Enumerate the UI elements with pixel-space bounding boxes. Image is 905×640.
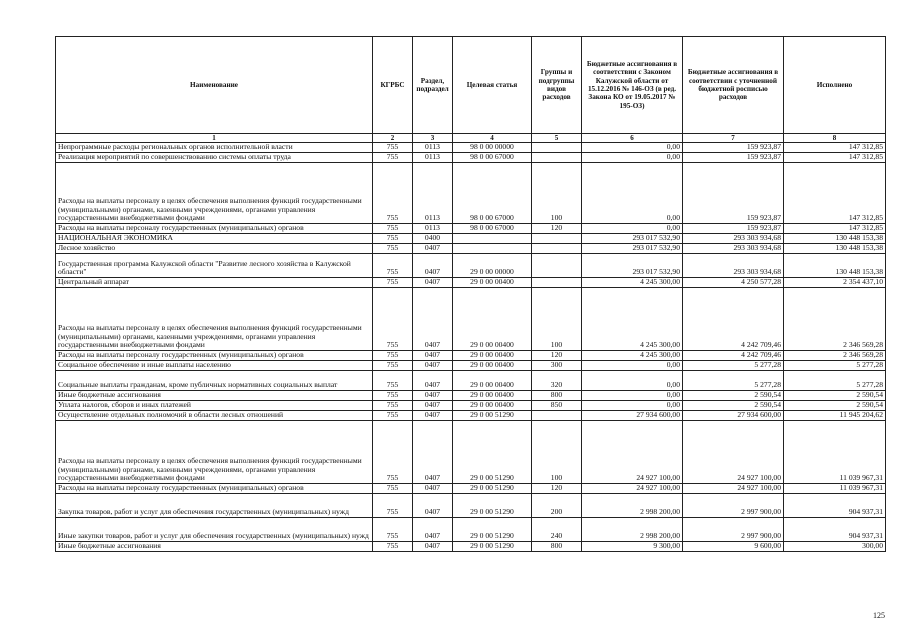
cell-law: 0,00 [582,391,683,401]
cell-kgrbs: 755 [373,542,413,552]
cell-kgrbs: 755 [373,254,413,278]
table-row [56,351,886,361]
cell-target: 98 0 00 67000 [453,163,532,224]
cell-kgrbs: 755 [373,163,413,224]
cell-section: 0400 [413,234,453,244]
cell-kgrbs: 755 [373,234,413,244]
cell-plan: 293 303 934,68 [683,244,784,254]
table-row [56,391,886,401]
cell-plan: 4 242 709,46 [683,288,784,351]
cell-target: 29 0 00 00400 [453,391,532,401]
cell-name: Осуществление отдельных полномочий в области лесных отношений [56,411,373,421]
table-row [56,224,886,234]
cell-section: 0407 [413,288,453,351]
cell-plan: 2 590,54 [683,391,784,401]
cell-group: 200 [532,494,582,518]
cell-name: Лесное хозяйство [56,244,373,254]
table-row [56,278,886,288]
cell-kgrbs: 755 [373,494,413,518]
cell-section: 0407 [413,244,453,254]
cell-target: 29 0 00 00400 [453,288,532,351]
cell-law: 0,00 [582,361,683,371]
column-number: 6 [582,134,683,143]
column-header: Группы и подгруппы видов расходов [532,37,582,134]
cell-name: Социальное обеспечение и иные выплаты населению [56,361,373,371]
cell-kgrbs: 755 [373,391,413,401]
cell-section: 0407 [413,411,453,421]
column-header: Наименование [56,37,373,134]
cell-law: 4 245 300,00 [582,351,683,361]
cell-law: 0,00 [582,163,683,224]
table-row [56,254,886,278]
cell-target: 98 0 00 00000 [453,143,532,153]
cell-name: Расходы на выплаты персоналу в целях обеспечения выполнения функций государственными (муниципальными) органами, казенными учреждениями, органами управления государственными внебюджетными фондами [56,163,373,224]
cell-plan: 4 250 577,28 [683,278,784,288]
cell-done: 2 346 569,28 [784,288,886,351]
cell-kgrbs: 755 [373,361,413,371]
cell-target: 29 0 00 00400 [453,401,532,411]
cell-done: 5 277,28 [784,361,886,371]
cell-plan: 159 923,87 [683,153,784,163]
table-row [56,143,886,153]
cell-target: 98 0 00 67000 [453,224,532,234]
cell-group: 800 [532,391,582,401]
cell-done: 147 312,85 [784,224,886,234]
cell-section: 0407 [413,361,453,371]
cell-done: 2 590,54 [784,391,886,401]
table-row [56,163,886,224]
column-header: Раздел, подраздел [413,37,453,134]
cell-name: Центральный аппарат [56,278,373,288]
cell-group [532,278,582,288]
cell-done: 147 312,85 [784,153,886,163]
table-row [56,518,886,542]
cell-group: 240 [532,518,582,542]
cell-law: 0,00 [582,153,683,163]
column-number: 8 [784,134,886,143]
cell-target: 29 0 00 00400 [453,371,532,391]
cell-name: Непрограммные расходы региональных органов исполнительной власти [56,143,373,153]
cell-section: 0113 [413,153,453,163]
cell-law: 0,00 [582,224,683,234]
budget-report-sheet [55,36,885,552]
cell-plan: 2 590,54 [683,401,784,411]
cell-plan: 159 923,87 [683,143,784,153]
cell-target [453,244,532,254]
cell-kgrbs: 755 [373,484,413,494]
cell-name: Расходы на выплаты персоналу в целях обеспечения выполнения функций государственными (муниципальными) органами, казенными учреждениями, органами управления государственными внебюджетными фондами [56,421,373,484]
cell-kgrbs: 755 [373,411,413,421]
cell-kgrbs: 755 [373,278,413,288]
cell-group: 850 [532,401,582,411]
cell-done: 11 945 204,62 [784,411,886,421]
table-row [56,234,886,244]
cell-done: 2 346 569,28 [784,351,886,361]
cell-kgrbs: 755 [373,371,413,391]
cell-section: 0407 [413,351,453,361]
cell-target: 29 0 00 00400 [453,351,532,361]
cell-name: Уплата налогов, сборов и иных платежей [56,401,373,411]
cell-law: 4 245 300,00 [582,278,683,288]
cell-section: 0407 [413,254,453,278]
table-row [56,421,886,484]
column-header: Целевая статья [453,37,532,134]
cell-kgrbs: 755 [373,518,413,542]
column-header: КГРБС [373,37,413,134]
column-number: 4 [453,134,532,143]
cell-done: 130 448 153,38 [784,254,886,278]
cell-law: 293 017 532,90 [582,254,683,278]
cell-group [532,254,582,278]
cell-kgrbs: 755 [373,143,413,153]
cell-done: 2 354 437,10 [784,278,886,288]
column-header: Исполнено [784,37,886,134]
column-number-row [56,134,886,143]
cell-name: Закупка товаров, работ и услуг для обеспечения государственных (муниципальных) нужд [56,494,373,518]
cell-group: 320 [532,371,582,391]
budget-table [55,36,886,552]
cell-plan: 5 277,28 [683,371,784,391]
cell-done: 11 039 967,31 [784,484,886,494]
cell-kgrbs: 755 [373,401,413,411]
table-row [56,361,886,371]
cell-group: 120 [532,224,582,234]
column-header: Бюджетные ассигнования в соответствии с Законом Калужской области от 15.12.2016 № 146-ОЗ (в ред. Закона КО от 19.05.2017 № 195-ОЗ) [582,37,683,134]
table-row [56,484,886,494]
cell-group [532,153,582,163]
cell-group: 800 [532,542,582,552]
cell-done: 147 312,85 [784,143,886,153]
cell-target: 29 0 00 00400 [453,278,532,288]
cell-law: 9 300,00 [582,542,683,552]
cell-target [453,234,532,244]
cell-law: 27 934 600,00 [582,411,683,421]
cell-section: 0407 [413,391,453,401]
column-number: 1 [56,134,373,143]
column-number: 3 [413,134,453,143]
table-row [56,153,886,163]
cell-section: 0407 [413,278,453,288]
cell-target: 29 0 00 00400 [453,361,532,371]
cell-plan: 24 927 100,00 [683,421,784,484]
cell-plan: 2 997 900,00 [683,494,784,518]
cell-law: 24 927 100,00 [582,421,683,484]
cell-section: 0113 [413,143,453,153]
cell-plan: 4 242 709,46 [683,351,784,361]
cell-target: 29 0 00 51290 [453,542,532,552]
table-row [56,411,886,421]
table-row [56,244,886,254]
cell-kgrbs: 755 [373,288,413,351]
cell-target: 98 0 00 67000 [453,153,532,163]
cell-group [532,234,582,244]
cell-group: 120 [532,351,582,361]
cell-plan: 159 923,87 [683,224,784,234]
cell-plan: 2 997 900,00 [683,518,784,542]
cell-section: 0407 [413,421,453,484]
cell-plan: 159 923,87 [683,163,784,224]
cell-plan: 293 303 934,68 [683,234,784,244]
column-number: 5 [532,134,582,143]
cell-done: 904 937,31 [784,494,886,518]
cell-kgrbs: 755 [373,244,413,254]
cell-kgrbs: 755 [373,351,413,361]
cell-section: 0407 [413,542,453,552]
cell-section: 0407 [413,518,453,542]
cell-name: Расходы на выплаты персоналу государственных (муниципальных) органов [56,484,373,494]
cell-name: Иные бюджетные ассигнования [56,391,373,401]
cell-name: НАЦИОНАЛЬНАЯ ЭКОНОМИКА [56,234,373,244]
cell-name: Расходы на выплаты персоналу государственных (муниципальных) органов [56,351,373,361]
cell-kgrbs: 755 [373,421,413,484]
cell-name: Государственная программа Калужской области "Развитие лесного хозяйства в Калужской области" [56,254,373,278]
table-row [56,401,886,411]
cell-plan: 5 277,28 [683,361,784,371]
column-number: 7 [683,134,784,143]
cell-group [532,244,582,254]
cell-group [532,411,582,421]
cell-done: 904 937,31 [784,518,886,542]
table-row [56,542,886,552]
cell-group [532,143,582,153]
cell-section: 0113 [413,224,453,234]
cell-section: 0113 [413,163,453,224]
cell-plan: 24 927 100,00 [683,484,784,494]
cell-group: 120 [532,484,582,494]
cell-name: Иные закупки товаров, работ и услуг для обеспечения государственных (муниципальных) нужд [56,518,373,542]
cell-plan: 9 600,00 [683,542,784,552]
cell-law: 0,00 [582,401,683,411]
cell-name: Иные бюджетные ассигнования [56,542,373,552]
cell-done: 147 312,85 [784,163,886,224]
cell-name: Социальные выплаты гражданам, кроме публичных нормативных социальных выплат [56,371,373,391]
cell-law: 293 017 532,90 [582,234,683,244]
cell-law: 4 245 300,00 [582,288,683,351]
cell-law: 2 998 200,00 [582,518,683,542]
cell-target: 29 0 00 51290 [453,411,532,421]
table-row [56,371,886,391]
page-number: 125 [873,611,885,620]
cell-name: Расходы на выплаты персоналу в целях обеспечения выполнения функций государственными (муниципальными) органами, казенными учреждениями, органами управления государственными внебюджетными фондами [56,288,373,351]
column-number: 2 [373,134,413,143]
cell-target: 29 0 00 51290 [453,518,532,542]
cell-kgrbs: 755 [373,153,413,163]
cell-name: Реализация мероприятий по совершенствованию системы оплаты труда [56,153,373,163]
cell-group: 100 [532,163,582,224]
cell-done: 300,00 [784,542,886,552]
cell-target: 29 0 00 51290 [453,484,532,494]
table-row [56,494,886,518]
cell-group: 300 [532,361,582,371]
cell-section: 0407 [413,494,453,518]
cell-plan: 293 303 934,68 [683,254,784,278]
cell-done: 11 039 967,31 [784,421,886,484]
cell-done: 5 277,28 [784,371,886,391]
cell-target: 29 0 00 51290 [453,494,532,518]
table-row [56,288,886,351]
cell-law: 24 927 100,00 [582,484,683,494]
cell-section: 0407 [413,401,453,411]
header-row [56,37,886,134]
column-header: Бюджетные ассигнования в соответствии с уточненной бюджетной росписью расходов [683,37,784,134]
cell-target: 29 0 00 51290 [453,421,532,484]
cell-group: 100 [532,421,582,484]
cell-law: 2 998 200,00 [582,494,683,518]
cell-target: 29 0 00 00000 [453,254,532,278]
cell-name: Расходы на выплаты персоналу государственных (муниципальных) органов [56,224,373,234]
table-body [56,143,886,552]
cell-section: 0407 [413,484,453,494]
cell-kgrbs: 755 [373,224,413,234]
cell-done: 130 448 153,38 [784,234,886,244]
cell-law: 0,00 [582,371,683,391]
cell-section: 0407 [413,371,453,391]
cell-done: 2 590,54 [784,401,886,411]
cell-done: 130 448 153,38 [784,244,886,254]
cell-group: 100 [532,288,582,351]
cell-law: 293 017 532,90 [582,244,683,254]
cell-plan: 27 934 600,00 [683,411,784,421]
cell-law: 0,00 [582,143,683,153]
